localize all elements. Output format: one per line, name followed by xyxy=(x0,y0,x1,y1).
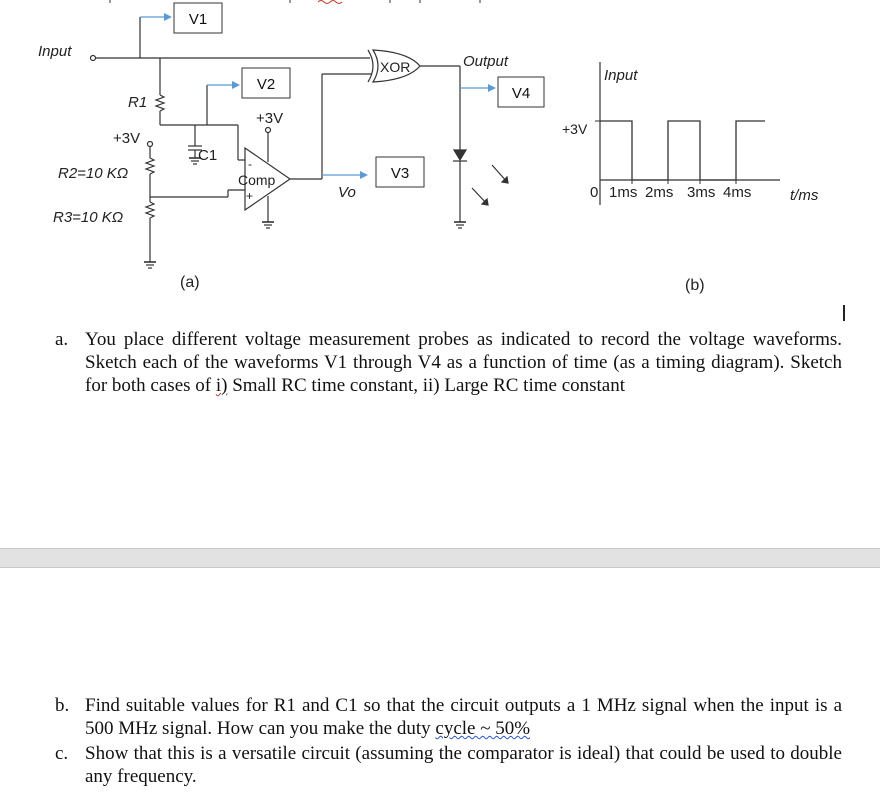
probe-label-v4: V4 xyxy=(511,85,531,102)
cut-off-text-artifacts xyxy=(110,0,480,3)
xor-extra-arc xyxy=(368,50,373,82)
r1-resistor xyxy=(156,95,164,111)
question-c-body: Show that this is a versatile circuit (assuming the comparator is ideal) that could be used to double any frequency. xyxy=(85,743,842,787)
v2-probe-arrow xyxy=(232,81,240,89)
v1-probe-arrow xyxy=(164,13,172,21)
v4-probe-arrow xyxy=(488,84,496,92)
r1-label: R1 xyxy=(128,94,148,111)
question-b-body xyxy=(85,694,842,740)
waveform-tick-label-1ms: 1ms xyxy=(609,184,638,201)
caption-b: (b) xyxy=(685,277,705,294)
r2-resistor xyxy=(146,158,154,174)
circuit-figure xyxy=(0,0,880,310)
input-square-wave xyxy=(600,121,765,180)
question-a-text-after: Small RC time constant, ii) Large RC time constant xyxy=(227,375,626,396)
page-separator xyxy=(0,548,880,568)
question-a-letter: a. xyxy=(55,329,69,350)
comp-minus-label: - xyxy=(248,157,252,171)
r3-resistor xyxy=(146,202,154,218)
caption-a: (a) xyxy=(180,274,200,291)
input-waveform-plot xyxy=(562,62,819,205)
v3-probe-arrow xyxy=(360,171,368,179)
question-a-text-before: You place different voltage measurement probes as indicated to record the voltage waveforms. Sketch each of the waveforms V1 through V4 as a function of time (as a timing diagram). Sketch for both cases of xyxy=(85,329,842,396)
waveform-tick-label-3ms: 3ms xyxy=(687,184,716,201)
waveform-tick-label-2ms: 2ms xyxy=(645,184,674,201)
waveform-title: Input xyxy=(604,67,638,84)
question-c-letter: c. xyxy=(55,743,69,764)
vo-label: Vo xyxy=(338,184,356,201)
probe-label-v1: V1 xyxy=(188,11,208,28)
question-b-flagged-phrase: cycle ~ 50% xyxy=(435,718,531,739)
c1-label: C1 xyxy=(198,147,218,164)
comp-plus-label: + xyxy=(246,189,254,203)
xor-label: XOR xyxy=(380,59,411,75)
question-b-letter: b. xyxy=(55,695,70,716)
comp-label: Comp xyxy=(238,172,276,188)
probe-label-v3: V3 xyxy=(390,165,410,182)
question-b-text-before: Find suitable values for R1 and C1 so that the circuit outputs a 1 MHz signal when the input is a 500 MHz signal. How can you make the duty xyxy=(85,695,842,739)
spell-squiggle-top xyxy=(318,1,342,4)
text-cursor xyxy=(843,305,845,321)
plus3v-comp-label: +3V xyxy=(256,110,284,127)
question-a-flagged-word: i) xyxy=(215,375,228,396)
input-label: Input xyxy=(38,43,72,60)
waveform-3v-label: +3V xyxy=(562,121,588,137)
waveform-tick-label-4ms: 4ms xyxy=(723,184,752,201)
led-diode xyxy=(454,150,466,160)
r2-label: R2=10 KΩ xyxy=(58,165,129,182)
question-a-body xyxy=(85,328,842,397)
plus3v-divider-label: +3V xyxy=(113,130,141,147)
waveform-origin-label: 0 xyxy=(590,184,599,201)
waveform-xlabel: t/ms xyxy=(790,187,819,204)
probe-label-v2: V2 xyxy=(256,76,276,93)
input-terminal xyxy=(91,56,96,61)
r3-label: R3=10 KΩ xyxy=(53,209,124,226)
output-label: Output xyxy=(463,53,509,70)
